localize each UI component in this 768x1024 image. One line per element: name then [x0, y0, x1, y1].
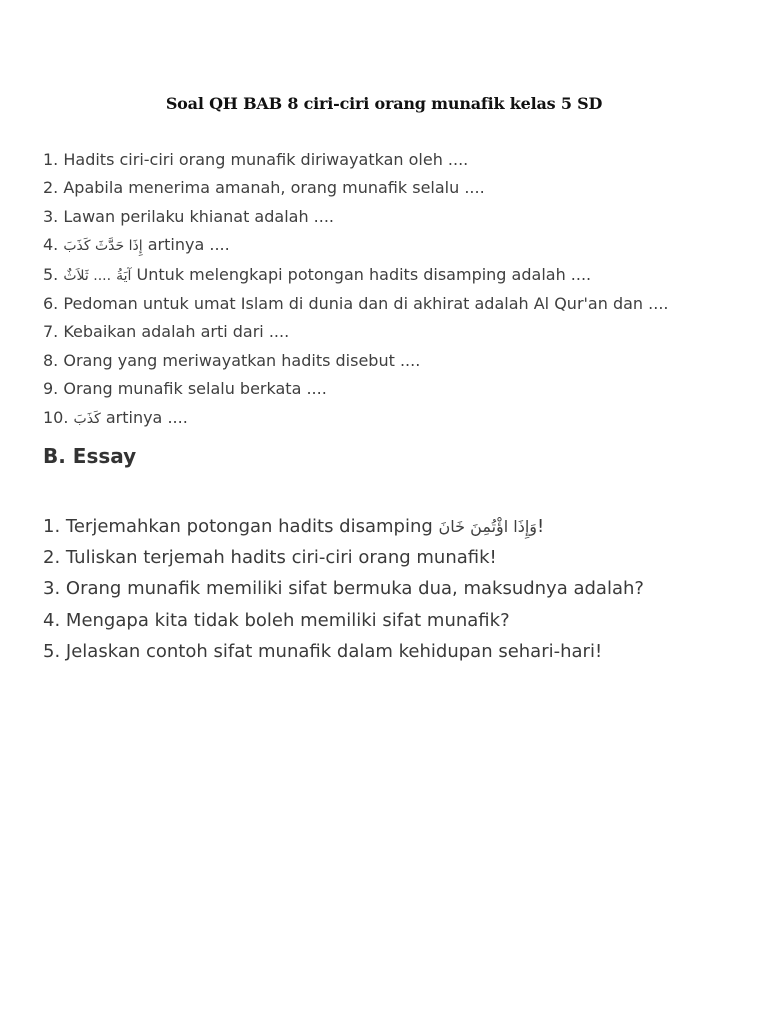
essay-item	[43, 605, 644, 636]
question-text: Apabila menerima amanah, orang munafik selalu ....	[63, 178, 485, 198]
arabic-phrase: وَإِذَا اؤْتُمِنَ خَانَ	[438, 517, 538, 536]
question-item	[43, 290, 668, 318]
question-item	[43, 404, 668, 433]
essay-item	[43, 542, 644, 573]
page-title: Soal QH BAB 8 ciri-ciri orang munafik kelas 5 SD	[165, 94, 603, 113]
question-text: Orang yang meriwayatkan hadits disebut ....	[63, 350, 421, 370]
question-item	[43, 174, 668, 202]
arabic-phrase-prefix: ثَلاَثٌ ....	[63, 267, 112, 284]
question-item	[43, 347, 668, 375]
question-number: 10.	[43, 407, 69, 427]
question-text: Terjemahkan potongan hadits disamping	[65, 516, 433, 537]
question-number: 7.	[43, 322, 59, 342]
question-number: 6.	[43, 294, 59, 314]
arabic-phrase: إِذَا حَدَّثَ كَذَبَ	[63, 238, 143, 255]
question-text: Hadits ciri-ciri orang munafik diriwayatkan oleh ....	[63, 150, 469, 169]
essay-item	[43, 636, 644, 667]
question-text: Mengapa kita tidak boleh memiliki sifat munafik?	[65, 609, 510, 631]
essay-item	[43, 573, 644, 604]
arabic-phrase: كَذَبَ	[73, 410, 101, 427]
question-number: 1.	[43, 150, 59, 169]
question-text: Tuliskan terjemah hadits ciri-ciri orang munafik!	[65, 547, 497, 569]
question-item	[43, 375, 668, 403]
question-number: 3.	[43, 206, 59, 226]
question-number: 2.	[43, 178, 59, 198]
question-item	[43, 146, 668, 174]
question-text: Orang munafik selalu berkata ....	[63, 379, 327, 399]
question-text: Lawan perilaku khianat adalah ....	[63, 206, 335, 226]
question-text: Pedoman untuk umat Islam di dunia dan di akhirat adalah Al Qur'an dan ....	[63, 294, 669, 314]
question-number: 2.	[43, 547, 61, 569]
essay-item	[43, 511, 644, 542]
question-text: Orang munafik memiliki sifat bermuka dua, maksudnya adalah?	[65, 578, 644, 600]
question-number: 1.	[43, 516, 61, 537]
question-number: 8.	[43, 350, 59, 370]
question-item	[43, 231, 668, 260]
question-suffix: !	[537, 516, 545, 537]
question-number: 5.	[43, 264, 59, 284]
essay-question-list	[43, 511, 644, 667]
question-item	[43, 318, 668, 346]
question-text: artinya ....	[147, 235, 230, 255]
question-text: Untuk melengkapi potongan hadits disamping adalah ....	[136, 264, 592, 284]
arabic-phrase: آيَةُ	[116, 267, 132, 284]
question-item	[43, 261, 668, 290]
question-text: Kebaikan adalah arti dari ....	[63, 322, 290, 342]
question-text: Jelaskan contoh sifat munafik dalam kehidupan sehari-hari!	[65, 640, 603, 662]
question-number: 4.	[43, 235, 59, 255]
question-number: 3.	[43, 578, 61, 600]
question-number: 9.	[43, 379, 59, 399]
essay-section-heading: B. Essay	[43, 444, 137, 468]
question-text: artinya ....	[105, 407, 188, 427]
question-item	[43, 203, 668, 231]
question-number: 5.	[43, 640, 61, 662]
multiple-choice-question-list	[43, 146, 668, 433]
question-number: 4.	[43, 609, 61, 631]
